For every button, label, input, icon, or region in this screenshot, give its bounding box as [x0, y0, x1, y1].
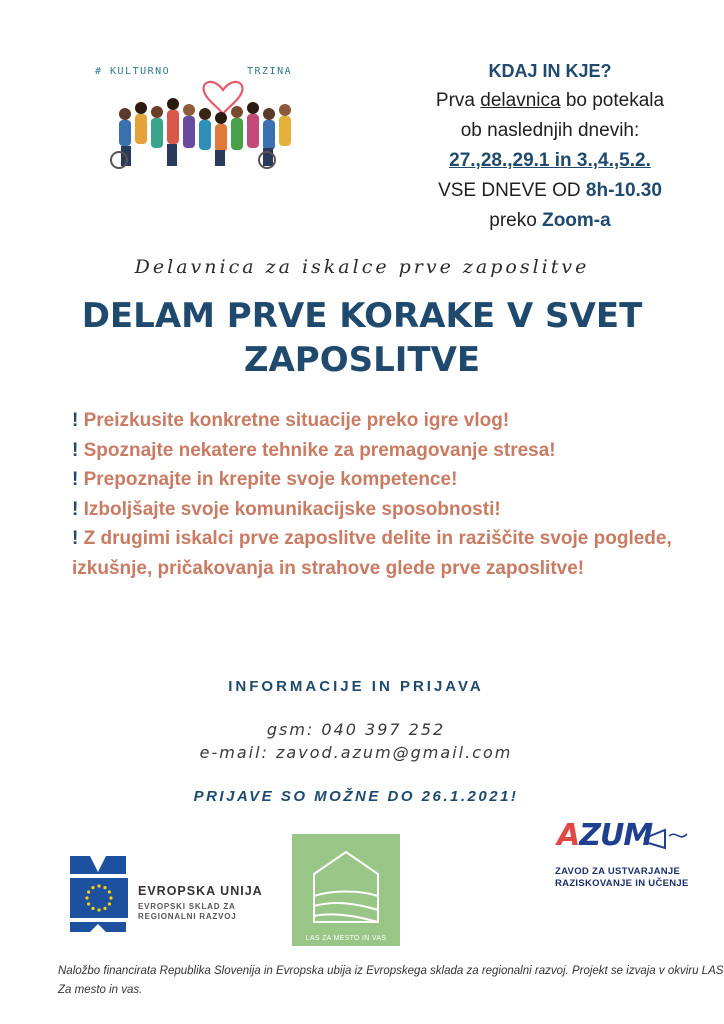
exclamation-icon: !: [72, 469, 79, 490]
eu-subtitle: [138, 902, 237, 922]
azum-letters-rest: ZUM: [579, 818, 653, 853]
azum-logo: [555, 816, 705, 906]
bullet-text: Z drugimi iskalci prve zaposlitve delite in raziščite svoje poglede, izkušnje, pričakovanja in strahove glede prve zaposlitve!: [72, 528, 672, 579]
contact-block: [0, 718, 712, 764]
platform-value: Zoom-a: [542, 210, 611, 231]
list-item: [72, 495, 692, 525]
funding-note: Naložbo financirata Republika Slovenija in Evropska ubija iz Evropskega sklada za regionalni razvoj. Projekt se izvaja v okviru LAS Za mesto in vas.: [58, 965, 724, 996]
when-line-2: ob naslednjih dnevih:: [460, 120, 640, 141]
azum-wordmark: [557, 818, 652, 853]
bullet-text: Spoznajte nekatere tehnike za premagovanje stresa!: [83, 439, 556, 461]
las-logo-text: LAS ZA MESTO IN VAS: [305, 935, 387, 942]
info-heading: INFORMACIJE IN PRIJAVA: [228, 678, 484, 695]
crowd-illustration-icon: [95, 62, 315, 172]
exclamation-icon: !: [72, 528, 79, 549]
when-where-block: [395, 56, 705, 236]
when-heading: KDAJ IN KJE?: [488, 61, 612, 81]
kulturno-trzina-logo: [95, 62, 315, 172]
list-item: [72, 465, 692, 495]
workshop-time: [395, 176, 705, 206]
azum-letter-a: A: [557, 818, 580, 853]
page-title: [40, 294, 684, 382]
exclamation-icon: !: [72, 498, 79, 520]
eu-sub-line-2: REGIONALNI RAZVOJ: [138, 912, 237, 921]
subtitle: Delavnica za iskalce prve zaposlitve: [134, 256, 590, 278]
workshop-word: delavnica: [480, 90, 561, 111]
las-logo: [292, 834, 400, 946]
bullet-text: Izboljšajte svoje komunikacijske sposobnosti!: [83, 498, 501, 520]
when-line-1-pre: Prva: [435, 90, 475, 111]
eu-flag-icon: [70, 878, 128, 918]
megaphone-icon: [643, 826, 693, 856]
list-item: [72, 524, 692, 583]
exclamation-icon: !: [72, 439, 79, 461]
phone-number[interactable]: gsm: 040 397 252: [266, 720, 446, 739]
bullet-text: Prepoznajte in krepite svoje kompetence!: [83, 469, 458, 490]
title-line-2: ZAPOSLITVE: [243, 340, 481, 380]
when-line-1: [395, 86, 705, 116]
logo-tag-right: TRZINA: [247, 66, 293, 77]
azum-line-1: ZAVOD ZA USTVARJANJE: [555, 866, 681, 877]
list-item: [72, 406, 692, 436]
platform-prefix: preko: [489, 210, 537, 231]
title-line-1: DELAM PRVE KORAKE V SVET: [81, 296, 643, 336]
eu-sub-line-1: EVROPSKI SKLAD ZA: [138, 902, 236, 911]
azum-subtitle: [555, 866, 689, 890]
workshop-platform: [395, 206, 705, 236]
eu-logo: [68, 852, 268, 934]
list-item: [72, 436, 572, 466]
exclamation-icon: !: [72, 410, 79, 431]
logo-tag-left: # KULTURNO: [95, 66, 171, 77]
house-field-icon: [292, 834, 400, 946]
registration-deadline: PRIJAVE SO MOŽNE DO 26.1.2021!: [193, 788, 519, 805]
benefits-list: [72, 406, 692, 583]
azum-line-2: RAZISKOVANJE IN UČENJE: [555, 878, 689, 889]
time-value: 8h-10.30: [585, 180, 662, 201]
workshop-dates: 27.,28.,29.1 in 3.,4.,5.2.: [449, 150, 651, 171]
when-line-1-post: bo potekala: [565, 90, 665, 111]
time-prefix: VSE DNEVE OD: [438, 180, 581, 201]
bullet-text: Preizkusite konkretne situacije preko igre vlog!: [83, 410, 510, 431]
eu-title: EVROPSKA UNIJA: [138, 884, 263, 898]
email-address[interactable]: e-mail: zavod.azum@gmail.com: [199, 743, 513, 762]
